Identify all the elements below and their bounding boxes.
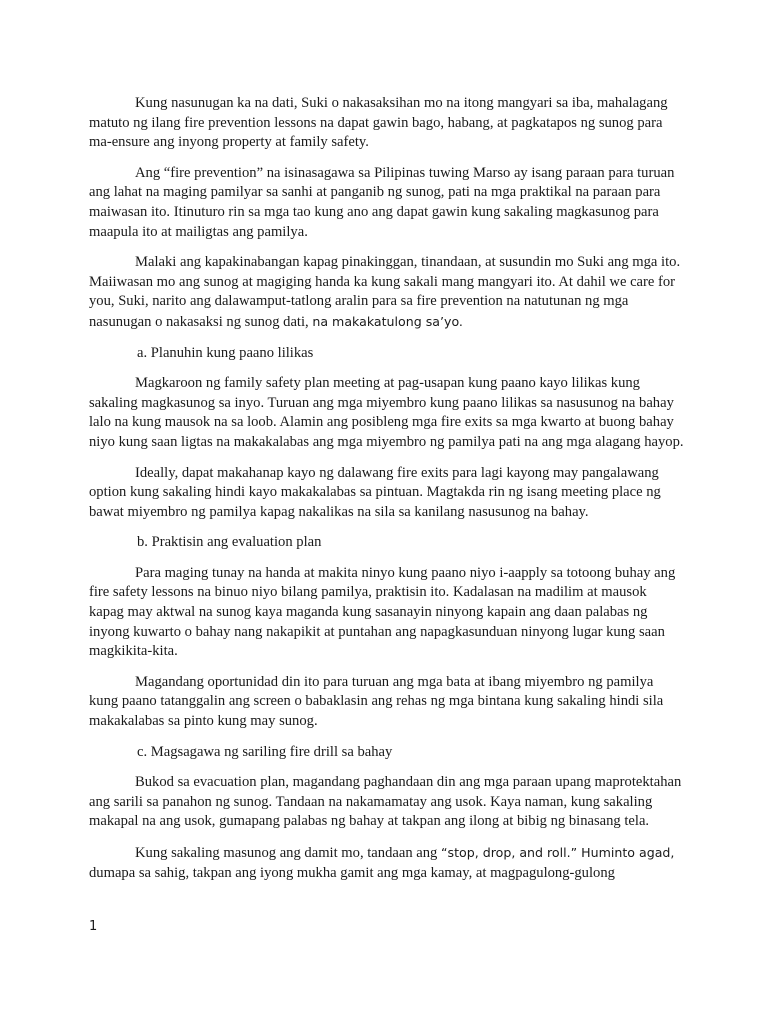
section-heading-a — [89, 344, 685, 364]
paragraph-7 — [89, 673, 685, 732]
paragraph-3 — [89, 253, 685, 332]
paragraph-5 — [89, 464, 685, 523]
paragraph-6 — [89, 564, 685, 662]
paragraph-4 — [89, 374, 685, 452]
paragraph-1 — [89, 94, 685, 153]
document-body — [89, 94, 685, 894]
paragraph-2-text: Ang “fire prevention” na isinasagawa sa Pilipinas tuwing Marso ay isang paraan para turuan ang lahat na maging pamilyar sa sanhi at panganib ng sunog, pati na mga praktikal na paraan para maiwasan ito. Itinuturo rin sa mga tao kung ano ang dapat gawin kung sakaling magkasunog para maapula ito at mailigtas ang pamilya. — [89, 164, 675, 240]
paragraph-5-text: Ideally, dapat makahanap kayo ng dalawang fire exits para lagi kayong may pangalawang option kung sakaling hindi kayo makakalabas sa pintuan. Magtakda rin ng isang meeting place ng bawat miyembro ng pamilya kapag nakalikas na sila sa kanilang nasusunog na bahay. — [89, 464, 661, 520]
paragraph-9-text: Kung sakaling masunog ang damit mo, tandaan ang — [135, 845, 441, 861]
paragraph-3-text: Malaki ang kapakinabangan kapag pinakinggan, tinandaan, at susundin mo Suki ang mga ito. Maiiwasan mo ang sunog at magiging handa ka kung sakali mang mangyari ito. At dahil we care for you, Suki, narito ang dalawamput-tatlong aralin para sa fire prevention na natutunan ng mga nasunugan o nakasaksi ng sunog dati, — [89, 254, 681, 330]
section-heading-a-text: a. Planuhin kung paano lilikas — [137, 344, 314, 361]
paragraph-3-tail: na makakatulong sa’yo. — [312, 313, 463, 329]
paragraph-8-text: Bukod sa evacuation plan, magandang paghandaan din ang mga paraan upang maprotektahan ang sarili sa panahon ng sunog. Tandaan na nakamamatay ang usok. Kaya naman, kung sakaling makapal na ang usok, gumapang palabas ng bahay at takpan ang ilong at bibig ng binasang tela. — [89, 774, 682, 830]
section-heading-b — [89, 533, 685, 553]
paragraph-4-text: Magkaroon ng family safety plan meeting at pag-usapan kung paano kayo lilikas kung sakaling magkasunog sa inyo. Turuan ang mga miyembro kung paano lilikas sa nasusunog na bahay lalo na kung mausok na sa loob. Alamin ang posibleng mga fire exits sa mga kwarto at buong bahay niyo kung saan ligtas na makakalabas ang mga miyembro ng pamilya pati na ang mga alagang hayop. — [89, 375, 684, 450]
paragraph-9-quote: “stop, drop, and roll.” Huminto agad, — [441, 845, 675, 860]
section-heading-c — [89, 743, 685, 763]
paragraph-1-text: Kung nasunugan ka na dati, Suki o nakasaksihan mo na itong mangyari sa iba, mahalagang matuto ng ilang fire prevention lessons na dapat gawin bago, habang, at pagkatapos ng sunog para ma-ensure ang inyong property at family safety. — [89, 95, 668, 151]
page-number: 1 — [89, 919, 98, 934]
paragraph-8 — [89, 773, 685, 832]
paragraph-9-after: dumapa sa sahig, takpan ang iyong mukha gamit ang mga kamay, at magpagulong-gulong — [89, 864, 615, 881]
paragraph-6-text: Para maging tunay na handa at makita ninyo kung paano niyo i-aapply sa totoong buhay ang fire safety lessons na binuo niyo bilang pamilya, praktisin ito. Kadalasan na madilim at mausok kapag may aktwal na sunog kaya maganda kung sasanayin ninyong kapain ang daan palabas ng inyong kuwarto o bahay nang nakapikit at puntahan ang napagkasunduan ninyong lugar kung saan magkikita-kita. — [89, 564, 676, 660]
paragraph-2 — [89, 164, 685, 242]
paragraph-7-text: Magandang oportunidad din ito para turuan ang mga bata at ibang miyembro ng pamilya kung paano tatanggalin ang screen o babaklasin ang rehas ng mga bintana kung sakaling hindi sila makakalabas sa pinto kung may sunog. — [89, 673, 664, 730]
section-heading-b-text: b. Praktisin ang evaluation plan — [137, 534, 322, 551]
section-heading-c-text: c. Magsagawa ng sariling fire drill sa bahay — [137, 743, 393, 760]
paragraph-9 — [89, 843, 685, 883]
